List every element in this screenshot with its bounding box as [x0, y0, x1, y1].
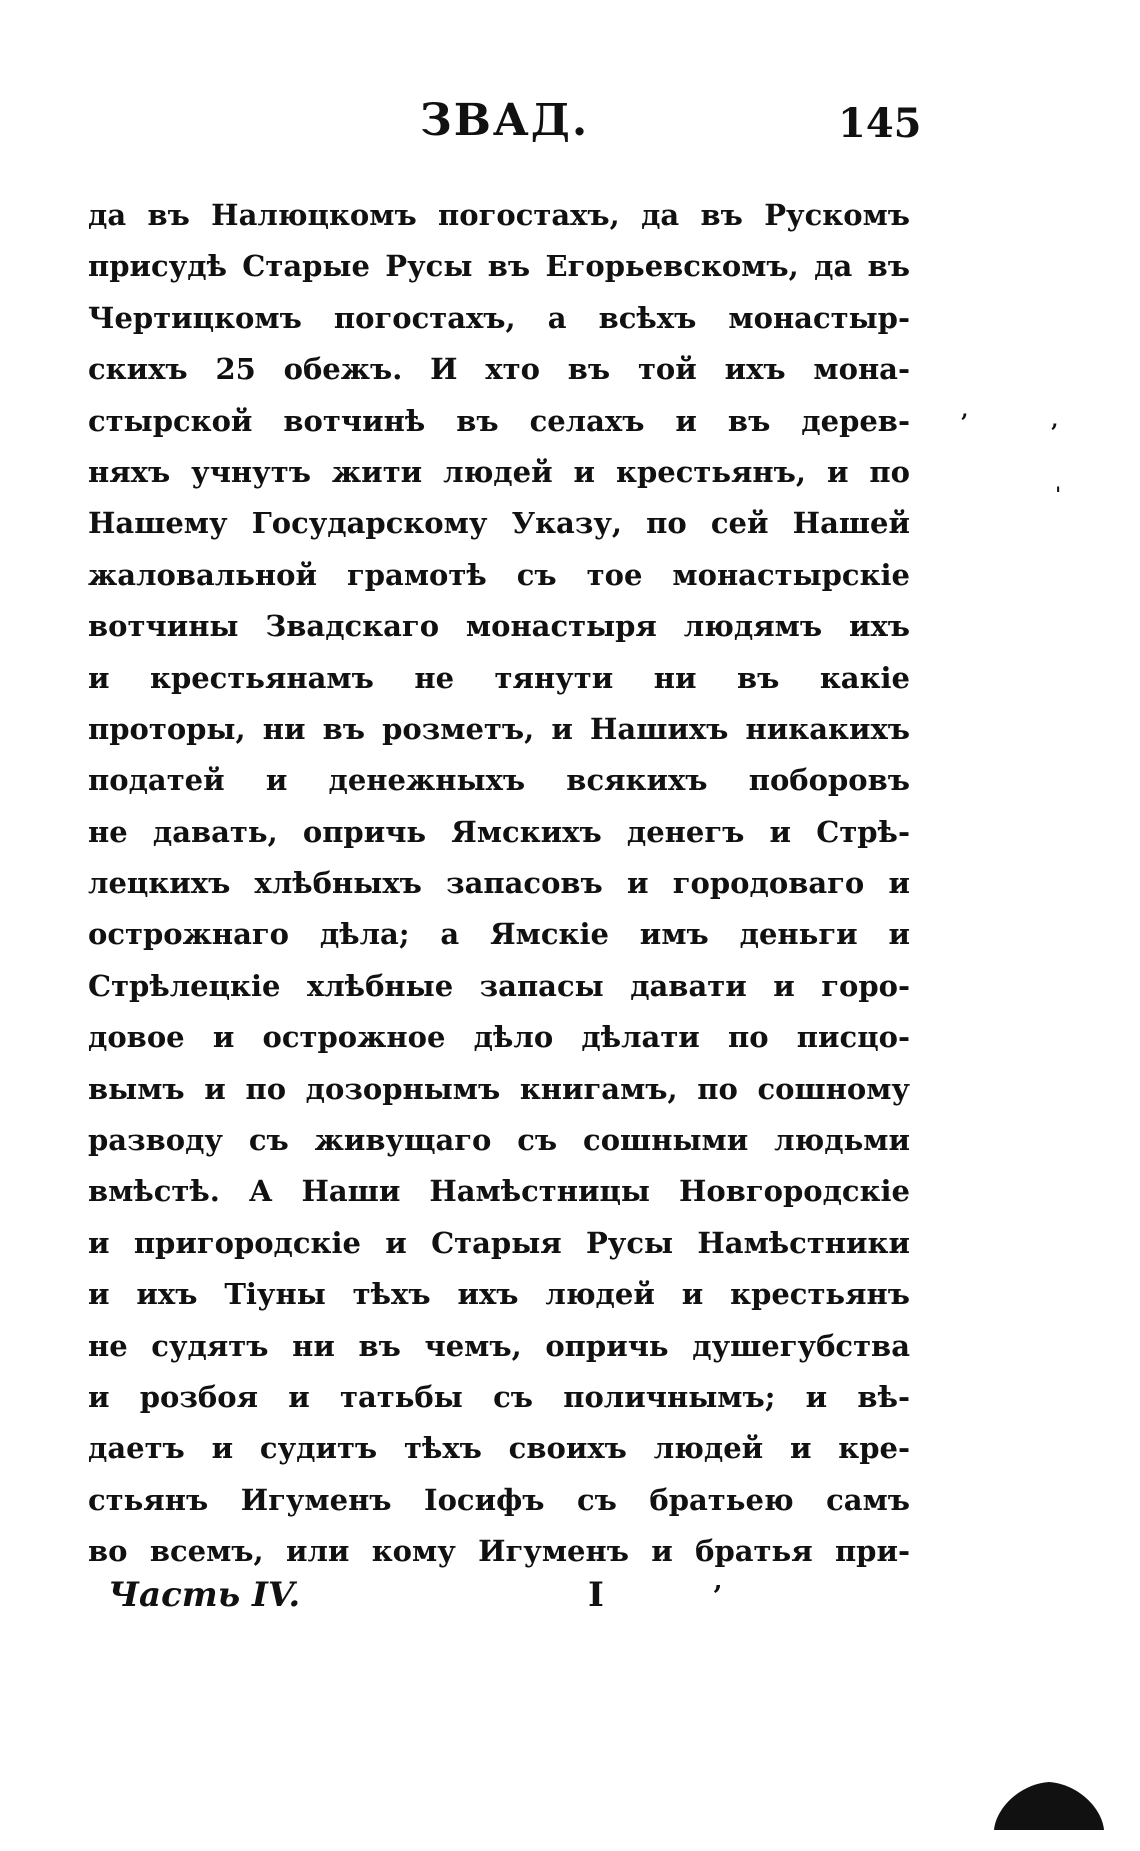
ink-speck: ʼ [960, 410, 968, 436]
ink-speck: ʼ [1050, 420, 1058, 446]
text-line: острожнаго дѣла; а Ямскіе имъ деньги и [88, 917, 910, 952]
text-line: не судятъ ни въ чемъ, опричь душегубства [88, 1328, 910, 1363]
text-line: Стрѣлецкіе хлѣбные запасы давати и горо- [88, 968, 910, 1003]
text-line: и пригородскіе и Старыя Русы Намѣстники [88, 1225, 910, 1260]
running-title: ЗВАД. [420, 95, 590, 146]
text-line: да въ Налюцкомъ погостахъ, да въ Рускомъ [88, 198, 910, 232]
text-line: и крестьянамъ не тянути ни въ какіе [88, 660, 910, 695]
text-line: и розбоя и татьбы съ поличнымъ; и вѣ- [88, 1379, 910, 1414]
text-line: Чертицкомъ погостахъ, а всѣхъ монастыр- [88, 300, 910, 335]
gathering-mark: I [588, 1575, 604, 1615]
text-line: проторы, ни въ розметъ, и Нашихъ никакихъ [88, 711, 910, 746]
text-line: присудѣ Старые Русы въ Егорьевскомъ, да въ [88, 249, 910, 284]
signature-mark-text: Часть IV. [108, 1575, 301, 1615]
text-line: Нашему Государскому Указу, по сей Нашей [88, 506, 910, 541]
text-line: скихъ 25 обежъ. И хто въ той ихъ мона- [88, 352, 910, 387]
text-line: не давать, опричь Ямскихъ денегъ и Стрѣ- [88, 814, 910, 849]
text-line: вымъ и по дозорнымъ книгамъ, по сошному [88, 1071, 910, 1106]
text-line: во всемъ, или кому Игуменъ и братья при- [88, 1534, 910, 1569]
text-line: няхъ учнутъ жити людей и крестьянъ, и по [88, 454, 910, 489]
ink-blot-icon [990, 1778, 1108, 1832]
text-line: вотчины Звадскаго монастыря людямъ ихъ [88, 609, 910, 644]
text-line: разводу съ живущаго съ сошными людьми [88, 1123, 910, 1158]
text-line: вмѣстѣ. А Наши Намѣстницы Новгородскіе [88, 1174, 910, 1209]
ink-speck: ˌ [1055, 470, 1062, 496]
ink-speck: ʼ [712, 1580, 722, 1613]
text-line: и ихъ Тіуны тѣхъ ихъ людей и крестьянъ [88, 1277, 910, 1312]
text-line: лецкихъ хлѣбныхъ запасовъ и городоваго и [88, 866, 910, 901]
body-text [88, 190, 910, 1578]
text-line: податей и денежныхъ всякихъ поборовъ [88, 763, 910, 798]
text-line: стьянъ Игуменъ Іосифъ съ братьею самъ [88, 1482, 910, 1517]
text-line: даетъ и судитъ тѣхъ своихъ людей и кре- [88, 1431, 910, 1466]
text-line: жаловальной грамотѣ съ тое монастырскіе [88, 557, 910, 592]
text-line: стырской вотчинѣ въ селахъ и въ дерев- [88, 403, 910, 438]
page-number: 145 [838, 100, 922, 147]
text-line: довое и острожное дѣло дѣлати по писцо- [88, 1020, 910, 1055]
